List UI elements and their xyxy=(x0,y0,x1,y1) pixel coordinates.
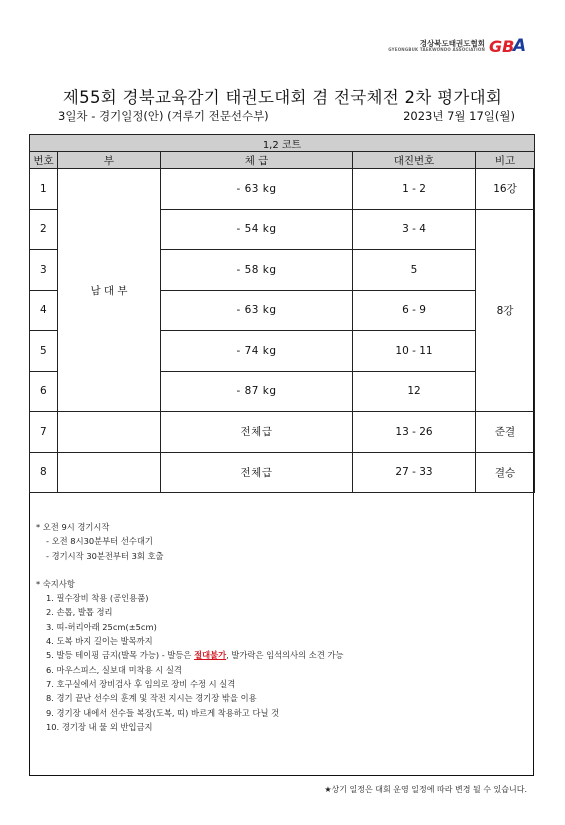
col-header-division: 부 xyxy=(58,152,161,169)
bracket-number: 13 - 26 xyxy=(353,412,476,453)
bracket-number: 1 - 2 xyxy=(353,169,476,210)
weight-class: - 87 kg xyxy=(161,371,353,412)
row-number: 8 xyxy=(30,452,58,493)
start-item: - 오전 8시30분부터 선수대기 xyxy=(46,536,153,547)
rule-item-5: 5. 발등 테이핑 금지(발목 가능) - 발등은 절대불가, 발가락은 임석의사의 소견 가능 xyxy=(46,650,344,661)
round-note: 8강 xyxy=(476,209,535,412)
page-subtitle xyxy=(58,108,515,124)
table-row xyxy=(30,412,535,453)
weight-class: - 58 kg xyxy=(161,250,353,291)
notes-section xyxy=(36,520,344,734)
court-header: 1,2 코트 xyxy=(30,135,535,152)
row-number: 6 xyxy=(30,371,58,412)
bracket-number: 5 xyxy=(353,250,476,291)
rule-item: 10. 경기장 내 물 외 반입금지 xyxy=(46,721,153,732)
rule-item: 2. 손톱, 발톱 정리 xyxy=(46,607,113,618)
rule-item: 3. 띠-허리아래 25cm(±5cm) xyxy=(46,621,157,632)
rule-item: 7. 호구실에서 장비검사 후 임의로 장비 수정 시 실격 xyxy=(46,678,236,689)
round-note: 16강 xyxy=(476,169,535,210)
row-number: 7 xyxy=(30,412,58,453)
bracket-number: 27 - 33 xyxy=(353,452,476,493)
rule-item: 8. 경기 끝난 선수의 훈계 및 작전 지시는 경기장 밖을 이용 xyxy=(46,693,257,704)
bracket-number: 10 - 11 xyxy=(353,331,476,372)
weight-class: - 54 kg xyxy=(161,209,353,250)
weight-class: - 63 kg xyxy=(161,169,353,210)
row-number: 1 xyxy=(30,169,58,210)
row-number: 4 xyxy=(30,290,58,331)
col-header-number: 번호 xyxy=(30,152,58,169)
col-header-bracket: 대진번호 xyxy=(353,152,476,169)
rule-item: 4. 도복 바지 길이는 발목까지 xyxy=(46,636,153,647)
weight-class: - 74 kg xyxy=(161,331,353,372)
start-header: * 오전 9시 경기시작 xyxy=(36,522,110,532)
logo-mark-icon: GB A xyxy=(489,36,527,56)
rule-item: 9. 경기장 내에서 선수들 복장(도복, 띠) 바르게 착용하고 다닐 것 xyxy=(46,707,280,718)
weight-class: - 63 kg xyxy=(161,290,353,331)
bracket-number: 3 - 4 xyxy=(353,209,476,250)
table-row xyxy=(30,169,535,210)
table-row xyxy=(30,452,535,493)
page-title: 제55회 경북교육감기 태권도대회 겸 전국체전 2차 평가대회 xyxy=(62,88,503,107)
round-note: 결승 xyxy=(476,452,535,493)
col-header-weight: 체 급 xyxy=(161,152,353,169)
row-number: 5 xyxy=(30,331,58,372)
row-number: 2 xyxy=(30,209,58,250)
rules-header: * 숙지사항 xyxy=(36,578,75,589)
footer-note: ★상기 일정은 대회 운영 일정에 따라 변경 될 수 있습니다. xyxy=(324,785,527,794)
association-logo xyxy=(388,36,527,56)
division-cell-empty xyxy=(58,452,161,493)
rule-item: 6. 마우스피스, 실보대 미착용 시 실격 xyxy=(46,664,182,675)
bracket-number: 12 xyxy=(353,371,476,412)
division-cell-empty xyxy=(58,412,161,453)
schedule-table xyxy=(29,134,535,493)
schedule-label: 3일차 - 경기일정(안) (겨루기 전문선수부) xyxy=(58,109,269,123)
weight-class: 전체급 xyxy=(161,452,353,493)
bracket-number: 6 - 9 xyxy=(353,290,476,331)
warning-text: 절대불가 xyxy=(194,650,227,661)
rule-item: 1. 필수장비 착용 (공인용품) xyxy=(46,593,149,604)
round-note: 준결 xyxy=(476,412,535,453)
start-item: - 경기시작 30분전부터 3회 호출 xyxy=(46,550,164,561)
schedule-date: 2023년 7월 17일(월) xyxy=(403,109,515,123)
division-cell: 남 대 부 xyxy=(58,169,161,412)
row-number: 3 xyxy=(30,250,58,291)
logo-name: 경상북도태권도협회 xyxy=(419,39,485,49)
logo-subtext: GYEONGBUK TAEKWONDO ASSOCIATION xyxy=(388,47,485,53)
weight-class: 전체급 xyxy=(161,412,353,453)
col-header-note: 비고 xyxy=(476,152,535,169)
